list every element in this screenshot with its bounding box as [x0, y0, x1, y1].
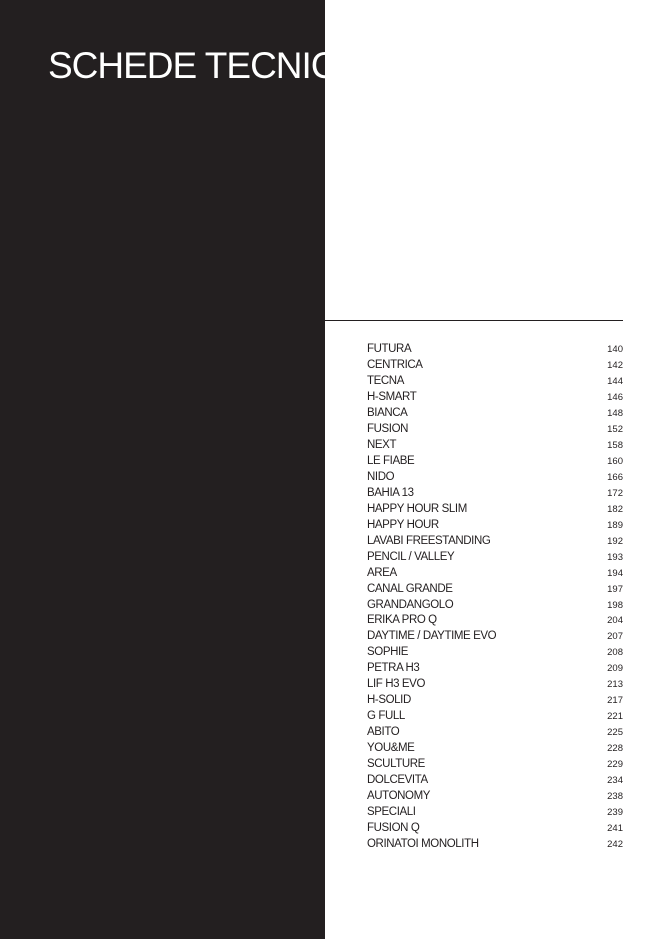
toc-entry[interactable]: [367, 406, 623, 422]
toc-entry-page: 242: [607, 839, 623, 851]
toc-entry-name: H-SMART: [367, 390, 417, 403]
toc-entry-page: 213: [607, 679, 623, 691]
toc-entry-page: 217: [607, 695, 623, 707]
toc-entry[interactable]: [367, 598, 623, 614]
toc-entry-name: GRANDANGOLO: [367, 598, 454, 611]
toc-entry-name: FUSION: [367, 422, 409, 435]
divider-line: [325, 320, 623, 321]
toc-entry-name: LAVABI FREESTANDING: [367, 534, 491, 547]
toc-entry[interactable]: [367, 837, 623, 853]
toc-entry-name: SPECIALI: [367, 806, 416, 819]
toc-entry-page: 158: [607, 439, 623, 451]
toc-entry-name: HAPPY HOUR: [367, 518, 439, 531]
toc-entry-page: 192: [607, 535, 623, 547]
toc-entry[interactable]: [367, 613, 623, 629]
toc-entry-name: DAYTIME / DAYTIME EVO: [367, 630, 497, 643]
toc-entry-name: BIANCA: [367, 406, 408, 419]
toc-entry[interactable]: [367, 693, 623, 709]
toc-entry[interactable]: [367, 438, 623, 454]
title-area: [0, 0, 386, 120]
toc-entry-page: 166: [607, 471, 623, 483]
toc-entry-page: 194: [607, 567, 623, 579]
toc-entry-page: 160: [607, 455, 623, 467]
toc-entry-name: LIF H3 EVO: [367, 678, 425, 691]
toc-entry-name: AUTONOMY: [367, 790, 431, 803]
toc-entry-page: 241: [607, 823, 623, 835]
toc-entry[interactable]: [367, 342, 623, 358]
toc-entry[interactable]: [367, 645, 623, 661]
toc-entry-page: 172: [607, 487, 623, 499]
toc-entry-name: PENCIL / VALLEY: [367, 550, 455, 563]
toc-entry-name: YOU&ME: [367, 742, 415, 755]
toc-entry-page: 234: [607, 775, 623, 787]
toc-entry-page: 225: [607, 727, 623, 739]
toc-entry-page: 189: [607, 519, 623, 531]
toc-entry-name: PETRA H3: [367, 662, 420, 675]
toc-entry-name: NEXT: [367, 438, 397, 451]
toc-entry-name: CENTRICA: [367, 358, 423, 371]
toc-entry-name: LE FIABE: [367, 454, 415, 467]
toc-entry[interactable]: [367, 486, 623, 502]
toc-entry-page: 221: [607, 711, 623, 723]
toc-entry-page: 140: [607, 344, 623, 355]
toc-entry-page: 144: [607, 375, 623, 387]
toc-entry-page: 207: [607, 631, 623, 643]
toc-entry[interactable]: [367, 725, 623, 741]
toc-entry-name: SCULTURE: [367, 758, 425, 771]
page-title: SCHEDE TECNICHE: [48, 45, 386, 86]
toc-entry[interactable]: [367, 677, 623, 693]
toc-entry-name: FUSION Q: [367, 822, 420, 835]
toc-entry-name: ERIKA PRO Q: [367, 614, 437, 627]
toc-entry-page: 239: [607, 807, 623, 819]
toc-entry[interactable]: [367, 757, 623, 773]
toc-entry[interactable]: [367, 709, 623, 725]
toc-entry-page: 209: [607, 663, 623, 675]
toc-entry-name: TECNA: [367, 374, 404, 387]
toc-entry-page: 238: [607, 791, 623, 803]
toc-entry[interactable]: [367, 661, 623, 677]
toc-entry[interactable]: [367, 821, 623, 837]
toc-entry-page: 228: [607, 743, 623, 755]
toc-entry[interactable]: [367, 741, 623, 757]
toc-entry[interactable]: [367, 773, 623, 789]
toc-entry-page: 208: [607, 647, 623, 659]
toc-entry[interactable]: [367, 629, 623, 645]
toc-entry-page: 182: [607, 503, 623, 515]
toc-entry[interactable]: [367, 805, 623, 821]
toc-entry-page: 197: [607, 583, 623, 595]
toc-entry-name: G FULL: [367, 710, 405, 723]
toc-entry-name: ORINATOI MONOLITH: [367, 838, 479, 851]
toc-entry[interactable]: [367, 374, 623, 390]
toc-entry-name: HAPPY HOUR SLIM: [367, 502, 467, 515]
toc-entry[interactable]: [367, 422, 623, 438]
toc-entry[interactable]: [367, 534, 623, 550]
toc-entry[interactable]: [367, 454, 623, 470]
toc-entry-name: SOPHIE: [367, 646, 409, 659]
toc-entry[interactable]: [367, 390, 623, 406]
toc-entry-name: CANAL GRANDE: [367, 582, 453, 595]
toc-entry[interactable]: [367, 789, 623, 805]
toc-entry[interactable]: [367, 502, 623, 518]
toc-entry-name: H-SOLID: [367, 694, 411, 707]
toc-entry-page: 204: [607, 615, 623, 627]
toc-entry-name: ABITO: [367, 726, 400, 739]
toc-entry[interactable]: [367, 550, 623, 566]
toc-entry-page: 146: [607, 391, 623, 403]
toc-entry-name: NIDO: [367, 470, 395, 483]
toc-entry-name: BAHIA 13: [367, 486, 414, 499]
toc-entry[interactable]: [367, 518, 623, 534]
toc-entry-name: FUTURA: [367, 343, 412, 355]
table-of-contents: [367, 342, 623, 853]
toc-entry-page: 193: [607, 551, 623, 563]
toc-entry-page: 152: [607, 423, 623, 435]
toc-entry-page: 148: [607, 407, 623, 419]
toc-entry[interactable]: [367, 358, 623, 374]
toc-entry[interactable]: [367, 582, 623, 598]
toc-entry[interactable]: [367, 566, 623, 582]
dark-panel: [0, 0, 325, 939]
toc-entry[interactable]: [367, 470, 623, 486]
toc-entry-page: 229: [607, 759, 623, 771]
toc-entry-page: 142: [607, 359, 623, 371]
toc-entry-page: 198: [607, 599, 623, 611]
toc-entry-name: DOLCEVITA: [367, 774, 428, 787]
toc-entry-name: AREA: [367, 566, 397, 579]
